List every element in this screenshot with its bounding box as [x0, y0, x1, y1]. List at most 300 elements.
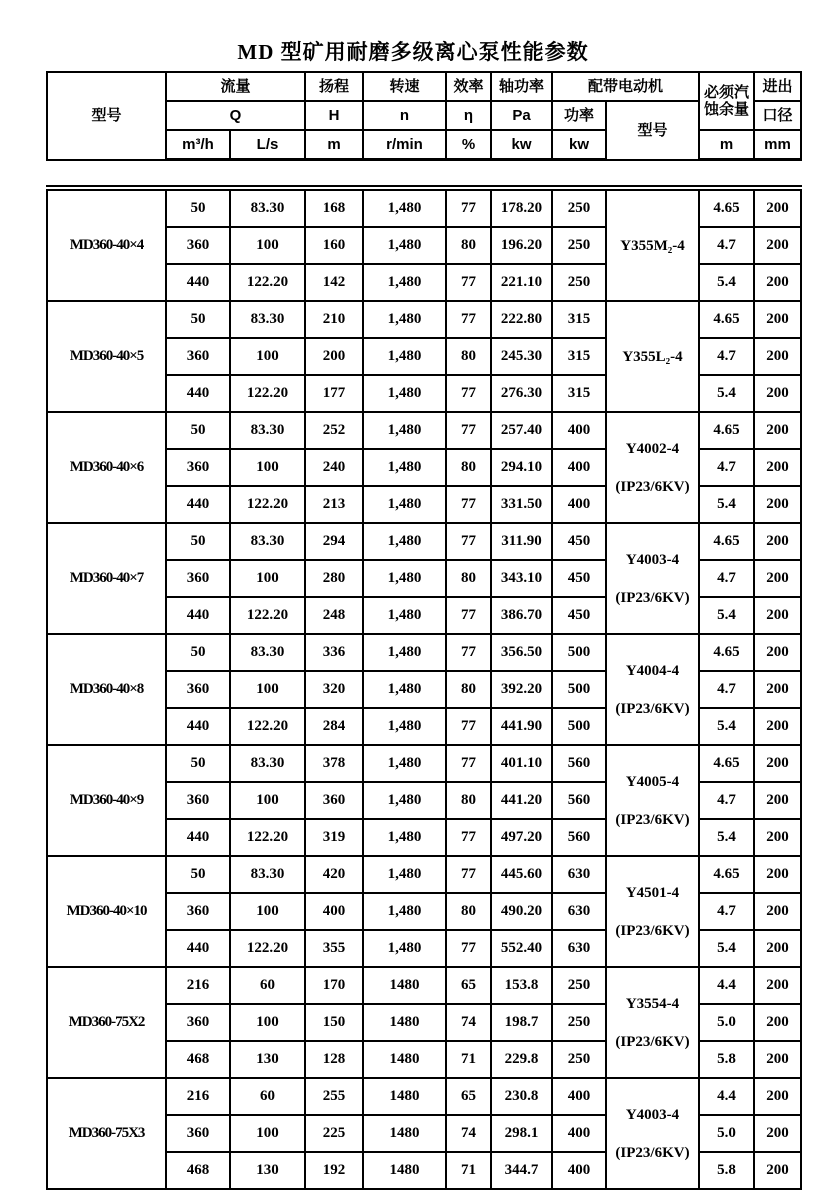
cell-flow-m3h: 360 [166, 1115, 230, 1152]
cell-shaft-power: 245.30 [491, 338, 552, 375]
cell-head: 255 [305, 1078, 363, 1115]
cell-flow-m3h: 440 [166, 708, 230, 745]
cell-flow-ls: 100 [230, 560, 305, 597]
cell-port-diameter: 200 [754, 856, 801, 893]
header-unit-shaft: kw [491, 130, 552, 160]
cell-efficiency: 80 [446, 671, 491, 708]
cell-shaft-power: 552.40 [491, 930, 552, 967]
cell-flow-ls: 83.30 [230, 745, 305, 782]
cell-motor-model [606, 523, 699, 634]
cell-speed: 1,480 [363, 930, 446, 967]
cell-npsh: 4.7 [699, 449, 754, 486]
cell-npsh: 5.0 [699, 1115, 754, 1152]
cell-port-diameter: 200 [754, 338, 801, 375]
cell-flow-m3h: 440 [166, 930, 230, 967]
motor-model-line: Y4003-4 [625, 551, 680, 568]
table-row [47, 856, 801, 893]
cell-flow-ls: 83.30 [230, 412, 305, 449]
cell-port-diameter: 200 [754, 264, 801, 301]
cell-shaft-power: 386.70 [491, 597, 552, 634]
cell-shaft-power: 257.40 [491, 412, 552, 449]
cell-npsh: 4.4 [699, 967, 754, 1004]
cell-speed: 1,480 [363, 671, 446, 708]
cell-efficiency: 77 [446, 930, 491, 967]
cell-flow-m3h: 440 [166, 486, 230, 523]
cell-flow-m3h: 360 [166, 227, 230, 264]
header-motor-model: 型号 [606, 101, 699, 160]
cell-flow-ls: 130 [230, 1152, 305, 1189]
cell-port-diameter: 200 [754, 486, 801, 523]
cell-flow-ls: 100 [230, 449, 305, 486]
cell-motor-power: 400 [552, 1152, 606, 1189]
cell-motor-power: 400 [552, 412, 606, 449]
cell-speed: 1,480 [363, 597, 446, 634]
table-row [47, 412, 801, 449]
cell-flow-ls: 122.20 [230, 375, 305, 412]
cell-shaft-power: 445.60 [491, 856, 552, 893]
motor-model-line: (IP23/6KV) [615, 589, 690, 606]
cell-npsh: 4.4 [699, 1078, 754, 1115]
cell-npsh: 5.4 [699, 597, 754, 634]
header-flow: 流量 [166, 72, 305, 101]
header-motor: 配带电动机 [552, 72, 699, 101]
cell-flow-m3h: 360 [166, 560, 230, 597]
cell-speed: 1,480 [363, 190, 446, 227]
table-row [47, 190, 801, 227]
cell-shaft-power: 178.20 [491, 190, 552, 227]
cell-head: 168 [305, 190, 363, 227]
cell-port-diameter: 200 [754, 782, 801, 819]
cell-flow-ls: 122.20 [230, 819, 305, 856]
cell-efficiency: 71 [446, 1041, 491, 1078]
cell-flow-m3h: 468 [166, 1152, 230, 1189]
cell-efficiency: 74 [446, 1115, 491, 1152]
cell-speed: 1480 [363, 1152, 446, 1189]
cell-port-diameter: 200 [754, 671, 801, 708]
cell-efficiency: 77 [446, 856, 491, 893]
cell-head: 355 [305, 930, 363, 967]
cell-motor-power: 560 [552, 819, 606, 856]
cell-head: 142 [305, 264, 363, 301]
cell-port-diameter: 200 [754, 597, 801, 634]
cell-flow-ls: 130 [230, 1041, 305, 1078]
cell-efficiency: 77 [446, 412, 491, 449]
cell-flow-ls: 100 [230, 338, 305, 375]
data-table-wrap [46, 185, 802, 1190]
motor-model-line: (IP23/6KV) [615, 1033, 690, 1050]
table-row [47, 745, 801, 782]
cell-head: 150 [305, 1004, 363, 1041]
cell-port-diameter: 200 [754, 745, 801, 782]
cell-port-diameter: 200 [754, 1115, 801, 1152]
cell-motor-power: 630 [552, 930, 606, 967]
cell-efficiency: 77 [446, 523, 491, 560]
cell-head: 200 [305, 338, 363, 375]
motor-model-line: Y355L₂-4 [622, 348, 683, 365]
cell-efficiency: 77 [446, 301, 491, 338]
cell-head: 177 [305, 375, 363, 412]
cell-motor-model [606, 634, 699, 745]
cell-speed: 1,480 [363, 893, 446, 930]
table-row [47, 967, 801, 1004]
cell-flow-ls: 100 [230, 782, 305, 819]
cell-shaft-power: 441.20 [491, 782, 552, 819]
motor-model-line: (IP23/6KV) [615, 811, 690, 828]
cell-shaft-power: 229.8 [491, 1041, 552, 1078]
header-head-symbol: H [305, 101, 363, 130]
cell-efficiency: 77 [446, 708, 491, 745]
cell-head: 320 [305, 671, 363, 708]
cell-speed: 1,480 [363, 745, 446, 782]
cell-flow-m3h: 440 [166, 597, 230, 634]
cell-pump-model: MD360-40×4 [47, 190, 166, 301]
cell-shaft-power: 490.20 [491, 893, 552, 930]
cell-port-diameter: 200 [754, 190, 801, 227]
cell-flow-m3h: 440 [166, 375, 230, 412]
cell-motor-power: 250 [552, 190, 606, 227]
header-unit-head: m [305, 130, 363, 160]
cell-flow-m3h: 440 [166, 819, 230, 856]
cell-efficiency: 65 [446, 967, 491, 1004]
cell-efficiency: 74 [446, 1004, 491, 1041]
cell-efficiency: 80 [446, 560, 491, 597]
motor-model-line: (IP23/6KV) [615, 478, 690, 495]
cell-shaft-power: 221.10 [491, 264, 552, 301]
cell-efficiency: 77 [446, 745, 491, 782]
cell-flow-ls: 122.20 [230, 264, 305, 301]
header-shaft-symbol: Pa [491, 101, 552, 130]
cell-port-diameter: 200 [754, 449, 801, 486]
cell-flow-ls: 122.20 [230, 486, 305, 523]
cell-npsh: 4.7 [699, 338, 754, 375]
cell-head: 240 [305, 449, 363, 486]
cell-flow-m3h: 360 [166, 449, 230, 486]
cell-npsh: 4.7 [699, 782, 754, 819]
cell-motor-power: 250 [552, 1041, 606, 1078]
cell-motor-power: 400 [552, 1078, 606, 1115]
cell-efficiency: 77 [446, 264, 491, 301]
table-row [47, 1078, 801, 1115]
cell-shaft-power: 356.50 [491, 634, 552, 671]
header-unit-npsh: m [699, 130, 754, 160]
cell-flow-m3h: 50 [166, 856, 230, 893]
cell-shaft-power: 311.90 [491, 523, 552, 560]
cell-head: 128 [305, 1041, 363, 1078]
cell-shaft-power: 230.8 [491, 1078, 552, 1115]
cell-flow-ls: 122.20 [230, 597, 305, 634]
header-port-line2: 口径 [754, 101, 801, 130]
cell-npsh: 4.65 [699, 856, 754, 893]
cell-shaft-power: 294.10 [491, 449, 552, 486]
cell-speed: 1,480 [363, 486, 446, 523]
cell-head: 360 [305, 782, 363, 819]
cell-flow-ls: 83.30 [230, 634, 305, 671]
cell-npsh: 4.7 [699, 893, 754, 930]
cell-motor-model [606, 967, 699, 1078]
cell-shaft-power: 153.8 [491, 967, 552, 1004]
data-table [46, 189, 802, 1190]
cell-head: 400 [305, 893, 363, 930]
cell-motor-power: 500 [552, 634, 606, 671]
cell-port-diameter: 200 [754, 227, 801, 264]
cell-shaft-power: 392.20 [491, 671, 552, 708]
cell-efficiency: 80 [446, 449, 491, 486]
cell-speed: 1,480 [363, 301, 446, 338]
cell-flow-m3h: 360 [166, 1004, 230, 1041]
cell-motor-power: 630 [552, 856, 606, 893]
cell-efficiency: 71 [446, 1152, 491, 1189]
cell-efficiency: 77 [446, 375, 491, 412]
cell-speed: 1,480 [363, 523, 446, 560]
cell-speed: 1480 [363, 1041, 446, 1078]
cell-npsh: 5.4 [699, 375, 754, 412]
cell-port-diameter: 200 [754, 819, 801, 856]
cell-motor-model [606, 856, 699, 967]
cell-efficiency: 80 [446, 227, 491, 264]
cell-npsh: 4.65 [699, 745, 754, 782]
header-flow-symbol: Q [166, 101, 305, 130]
header-table [46, 71, 802, 161]
cell-port-diameter: 200 [754, 412, 801, 449]
cell-npsh: 5.4 [699, 486, 754, 523]
header-unit-m3h: m³/h [166, 130, 230, 160]
header-unit-speed: r/min [363, 130, 446, 160]
cell-port-diameter: 200 [754, 1041, 801, 1078]
cell-shaft-power: 222.80 [491, 301, 552, 338]
cell-shaft-power: 276.30 [491, 375, 552, 412]
cell-pump-model: MD360-40×5 [47, 301, 166, 412]
cell-flow-m3h: 468 [166, 1041, 230, 1078]
cell-flow-ls: 122.20 [230, 930, 305, 967]
cell-efficiency: 77 [446, 597, 491, 634]
cell-flow-m3h: 360 [166, 782, 230, 819]
cell-port-diameter: 200 [754, 1152, 801, 1189]
cell-motor-power: 450 [552, 597, 606, 634]
cell-motor-power: 500 [552, 671, 606, 708]
cell-npsh: 4.7 [699, 560, 754, 597]
cell-efficiency: 77 [446, 486, 491, 523]
cell-npsh: 4.65 [699, 412, 754, 449]
cell-speed: 1,480 [363, 819, 446, 856]
table-row [47, 301, 801, 338]
table-row [47, 634, 801, 671]
cell-npsh: 4.65 [699, 634, 754, 671]
cell-npsh: 5.4 [699, 708, 754, 745]
cell-motor-power: 400 [552, 449, 606, 486]
cell-flow-m3h: 50 [166, 412, 230, 449]
cell-pump-model: MD360-75X3 [47, 1078, 166, 1189]
cell-motor-power: 400 [552, 486, 606, 523]
cell-flow-m3h: 50 [166, 745, 230, 782]
cell-head: 225 [305, 1115, 363, 1152]
cell-speed: 1,480 [363, 708, 446, 745]
cell-motor-model [606, 1078, 699, 1189]
cell-npsh: 4.65 [699, 523, 754, 560]
cell-efficiency: 80 [446, 893, 491, 930]
cell-shaft-power: 497.20 [491, 819, 552, 856]
cell-motor-power: 560 [552, 782, 606, 819]
cell-flow-m3h: 440 [166, 264, 230, 301]
motor-model-line: Y4004-4 [625, 662, 680, 679]
cell-head: 284 [305, 708, 363, 745]
cell-flow-m3h: 50 [166, 523, 230, 560]
cell-port-diameter: 200 [754, 301, 801, 338]
cell-flow-m3h: 216 [166, 1078, 230, 1115]
cell-head: 336 [305, 634, 363, 671]
header-unit-ls: L/s [230, 130, 305, 160]
cell-motor-power: 250 [552, 1004, 606, 1041]
cell-flow-ls: 100 [230, 893, 305, 930]
header-npsh-line1: 必须汽 [703, 83, 749, 101]
page-title: MD 型矿用耐磨多级离心泵性能参数 [237, 40, 589, 64]
header-port: 进出 [754, 72, 801, 101]
cell-npsh: 5.4 [699, 819, 754, 856]
cell-speed: 1480 [363, 1004, 446, 1041]
motor-model-line: Y4003-4 [625, 1106, 680, 1123]
cell-motor-model [606, 745, 699, 856]
cell-flow-m3h: 50 [166, 634, 230, 671]
cell-speed: 1480 [363, 1115, 446, 1152]
cell-port-diameter: 200 [754, 930, 801, 967]
motor-model-line: Y355M₂-4 [620, 237, 685, 254]
cell-head: 280 [305, 560, 363, 597]
cell-pump-model: MD360-75X2 [47, 967, 166, 1078]
cell-efficiency: 77 [446, 634, 491, 671]
cell-speed: 1,480 [363, 782, 446, 819]
cell-pump-model: MD360-40×7 [47, 523, 166, 634]
cell-speed: 1,480 [363, 264, 446, 301]
cell-efficiency: 65 [446, 1078, 491, 1115]
cell-pump-model: MD360-40×9 [47, 745, 166, 856]
cell-efficiency: 77 [446, 819, 491, 856]
header-npsh [699, 72, 754, 130]
motor-model-line: Y4501-4 [625, 884, 680, 901]
cell-speed: 1,480 [363, 449, 446, 486]
cell-head: 294 [305, 523, 363, 560]
cell-head: 160 [305, 227, 363, 264]
cell-motor-power: 250 [552, 264, 606, 301]
cell-shaft-power: 196.20 [491, 227, 552, 264]
cell-speed: 1480 [363, 1078, 446, 1115]
cell-pump-model: MD360-40×10 [47, 856, 166, 967]
cell-speed: 1,480 [363, 634, 446, 671]
cell-npsh: 4.65 [699, 301, 754, 338]
cell-speed: 1,480 [363, 412, 446, 449]
cell-motor-power: 450 [552, 523, 606, 560]
cell-flow-ls: 60 [230, 1078, 305, 1115]
cell-motor-power: 250 [552, 967, 606, 1004]
header-npsh-line2: 蚀余量 [703, 101, 749, 118]
cell-port-diameter: 200 [754, 893, 801, 930]
cell-npsh: 4.7 [699, 671, 754, 708]
cell-flow-m3h: 50 [166, 301, 230, 338]
header-efficiency-symbol: η [446, 101, 491, 130]
cell-head: 252 [305, 412, 363, 449]
cell-shaft-power: 198.7 [491, 1004, 552, 1041]
cell-motor-power: 500 [552, 708, 606, 745]
motor-model-line: Y4002-4 [625, 440, 680, 457]
cell-shaft-power: 344.7 [491, 1152, 552, 1189]
cell-port-diameter: 200 [754, 1078, 801, 1115]
cell-flow-m3h: 50 [166, 190, 230, 227]
cell-motor-model [606, 412, 699, 523]
header-pump-model: 型号 [47, 72, 166, 160]
cell-port-diameter: 200 [754, 375, 801, 412]
cell-shaft-power: 401.10 [491, 745, 552, 782]
motor-model-line: Y4005-4 [625, 773, 680, 790]
data-table-body [47, 190, 801, 1189]
cell-flow-m3h: 360 [166, 338, 230, 375]
cell-flow-ls: 100 [230, 1115, 305, 1152]
cell-npsh: 5.8 [699, 1041, 754, 1078]
cell-flow-m3h: 360 [166, 671, 230, 708]
cell-flow-ls: 100 [230, 227, 305, 264]
cell-pump-model: MD360-40×8 [47, 634, 166, 745]
cell-flow-m3h: 216 [166, 967, 230, 1004]
cell-flow-ls: 83.30 [230, 190, 305, 227]
motor-model-line: (IP23/6KV) [615, 700, 690, 717]
motor-model-line: (IP23/6KV) [615, 922, 690, 939]
cell-port-diameter: 200 [754, 967, 801, 1004]
cell-port-diameter: 200 [754, 1004, 801, 1041]
cell-motor-power: 630 [552, 893, 606, 930]
cell-head: 213 [305, 486, 363, 523]
cell-speed: 1,480 [363, 375, 446, 412]
header-unit-motor-power: kw [552, 130, 606, 160]
cell-speed: 1,480 [363, 560, 446, 597]
cell-efficiency: 80 [446, 782, 491, 819]
cell-flow-ls: 83.30 [230, 523, 305, 560]
cell-motor-power: 315 [552, 338, 606, 375]
cell-npsh: 4.7 [699, 227, 754, 264]
cell-motor-power: 315 [552, 375, 606, 412]
cell-head: 248 [305, 597, 363, 634]
cell-npsh: 5.4 [699, 930, 754, 967]
cell-flow-ls: 60 [230, 967, 305, 1004]
header-shaft-power: 轴功率 [491, 72, 552, 101]
cell-flow-ls: 122.20 [230, 708, 305, 745]
header-unit-eff: % [446, 130, 491, 160]
cell-speed: 1,480 [363, 856, 446, 893]
cell-shaft-power: 331.50 [491, 486, 552, 523]
cell-shaft-power: 441.90 [491, 708, 552, 745]
header-speed-symbol: n [363, 101, 446, 130]
header-speed: 转速 [363, 72, 446, 101]
cell-speed: 1,480 [363, 227, 446, 264]
header-efficiency: 效率 [446, 72, 491, 101]
cell-flow-ls: 83.30 [230, 301, 305, 338]
cell-efficiency: 80 [446, 338, 491, 375]
cell-head: 378 [305, 745, 363, 782]
cell-port-diameter: 200 [754, 708, 801, 745]
header-unit-port: mm [754, 130, 801, 160]
cell-motor-power: 315 [552, 301, 606, 338]
cell-npsh: 4.65 [699, 190, 754, 227]
header-row-1 [47, 72, 801, 101]
cell-flow-ls: 83.30 [230, 856, 305, 893]
cell-port-diameter: 200 [754, 560, 801, 597]
cell-shaft-power: 298.1 [491, 1115, 552, 1152]
cell-flow-ls: 100 [230, 1004, 305, 1041]
cell-speed: 1,480 [363, 338, 446, 375]
cell-motor-model [606, 190, 699, 301]
cell-motor-model [606, 301, 699, 412]
cell-port-diameter: 200 [754, 523, 801, 560]
cell-efficiency: 77 [446, 190, 491, 227]
cell-head: 170 [305, 967, 363, 1004]
cell-pump-model: MD360-40×6 [47, 412, 166, 523]
cell-motor-power: 250 [552, 227, 606, 264]
